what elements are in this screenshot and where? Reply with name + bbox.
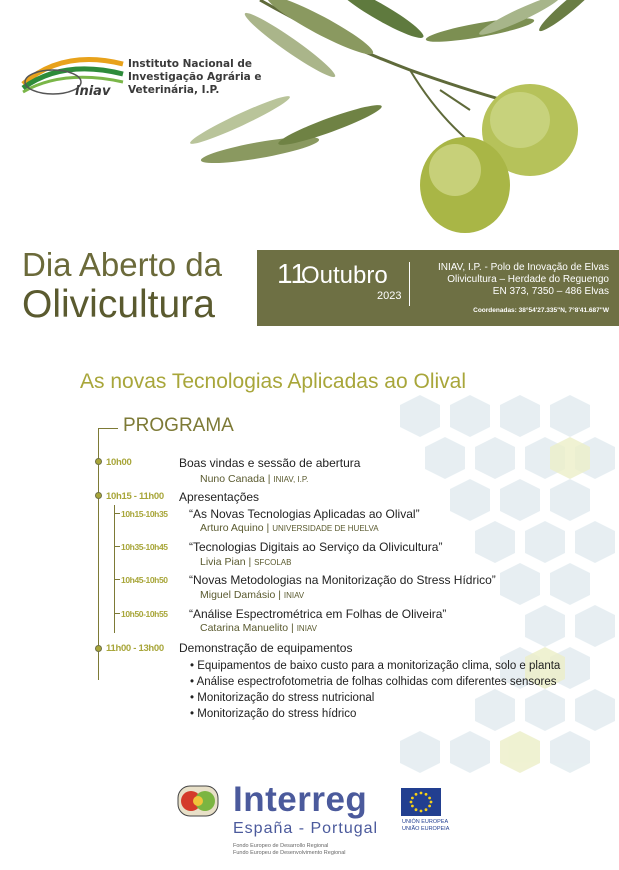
- institute-name: [128, 58, 262, 97]
- olive-branch-illustration: [180, 0, 619, 250]
- institute-line-3: Veterinária, I.P.: [128, 84, 220, 96]
- talk-tick: [114, 613, 120, 614]
- program-heading: PROGRAMA: [123, 415, 234, 436]
- item-time: 10h15 - 11h00: [106, 491, 164, 502]
- bullet-item: • Monitorização do stress nutricional: [190, 692, 375, 704]
- talk-speaker: Catarina Manuelito | INIAV: [200, 622, 318, 634]
- speaker-affiliation: INIAV: [283, 591, 305, 600]
- talk-speaker: Miguel Damásio | INIAV: [200, 589, 305, 601]
- bullet-text: Análise espectrofotometria de folhas colhidas com diferentes sensores: [196, 676, 557, 688]
- interreg-region: España - Portugal: [233, 820, 379, 837]
- bullet-item: • Equipamentos de baixo custo para a monitorização clima, solo e planta: [190, 660, 561, 672]
- timeline-dot: [95, 492, 102, 499]
- talk-speaker: Livia Pian | SFCOLAB: [200, 556, 292, 568]
- location-line-3: EN 373, 7350 – 486 Elvas: [492, 286, 609, 297]
- speaker-name: Catarina Manuelito: [200, 622, 289, 634]
- program-timeline: [98, 428, 99, 680]
- fund-line-1: Fondo Europeo de Desarrollo Regional: [233, 843, 329, 849]
- bullet-text: Equipamentos de baixo custo para a monitorização clima, solo e planta: [197, 660, 561, 672]
- partner-logo-icon: [177, 784, 219, 818]
- talk-time: 10h15-10h35: [121, 509, 168, 519]
- event-coordinates: Coordenadas: 38°54'27.335"N, 7°8'41.687"W: [473, 307, 609, 314]
- fund-text: [233, 843, 346, 857]
- item-time: 10h00: [106, 457, 132, 468]
- talk-tick: [114, 513, 120, 514]
- speaker-affiliation: SFCOLAB: [254, 558, 292, 567]
- event-month: Outubro: [301, 262, 388, 289]
- talk-time: 10h35-10h45: [121, 542, 168, 552]
- location-line-1: INIAV, I.P. - Polo de Inovação de Elvas: [437, 262, 609, 273]
- speaker-name: Livia Pian: [200, 556, 246, 568]
- speaker-affiliation: INIAV: [296, 624, 318, 633]
- iniav-logo-icon: [18, 44, 128, 104]
- institute-line-2: Investigação Agrária e: [128, 71, 262, 83]
- event-info-band: [257, 250, 619, 326]
- eu-line-2: UNIÃO EUROPEIA: [402, 825, 450, 832]
- item-speaker: Nuno Canada | INIAV, I.P.: [200, 473, 309, 485]
- timeline-connector: [98, 428, 118, 429]
- event-day: 11: [277, 258, 307, 289]
- event-location: [438, 262, 609, 298]
- timeline-dot: [95, 458, 102, 465]
- speaker-name: Nuno Canada: [200, 473, 265, 485]
- title-line-1: Dia Aberto da: [22, 246, 222, 283]
- timeline-dot: [95, 645, 102, 652]
- speaker-name: Arturo Aquino: [200, 522, 264, 534]
- speaker-affiliation: UNIVERSIDADE DE HUELVA: [272, 524, 379, 533]
- speaker-name: Miguel Damásio: [200, 589, 276, 601]
- eu-flag-icon: [401, 788, 441, 816]
- item-title: Apresentações: [179, 490, 260, 504]
- band-divider: [409, 262, 410, 306]
- item-title: Boas vindas e sessão de abertura: [179, 456, 361, 470]
- talk-speaker: Arturo Aquino | UNIVERSIDADE DE HUELVA: [200, 522, 379, 534]
- talk-time: 10h45-10h50: [121, 575, 168, 585]
- logo-word: iniav: [75, 84, 111, 99]
- talk-title: “Tecnologias Digitais ao Serviço da Olivicultura”: [189, 540, 443, 554]
- talk-title: “Novas Metodologias na Monitorização do Stress Hídrico”: [189, 573, 496, 587]
- title-line-2: Olivicultura: [22, 283, 215, 326]
- item-title: Demonstração de equipamentos: [179, 641, 353, 655]
- bullet-text: Monitorização do stress hídrico: [197, 708, 357, 720]
- interreg-logo-text: Interreg: [233, 780, 368, 819]
- bullet-text: Monitorização do stress nutricional: [197, 692, 375, 704]
- talk-tick: [114, 546, 120, 547]
- event-year: 2023: [377, 290, 402, 302]
- subtitle: As novas Tecnologias Aplicadas ao Olival: [80, 370, 467, 393]
- institute-line-1: Instituto Nacional de: [128, 58, 252, 70]
- eu-line-1: UNIÓN EUROPEA: [402, 819, 449, 825]
- speaker-affiliation: INIAV, I.P.: [273, 475, 309, 484]
- bullet-item: • Análise espectrofotometria de folhas colhidas com diferentes sensores: [190, 676, 557, 688]
- fund-line-2: Fundo Europeu de Desenvolvimento Regional: [233, 850, 346, 856]
- location-line-2: Olivicultura – Herdade do Reguengo: [447, 274, 609, 285]
- item-time: 11h00 - 13h00: [106, 643, 164, 654]
- bullet-item: • Monitorização do stress hídrico: [190, 708, 357, 720]
- talk-tick: [114, 579, 120, 580]
- talk-title: “Análise Espectrométrica em Folhas de Oliveira”: [189, 607, 447, 621]
- eu-label: [402, 819, 449, 832]
- talk-title: “As Novas Tecnologias Aplicadas ao Olival”: [189, 507, 420, 521]
- talk-time: 10h50-10h55: [121, 609, 168, 619]
